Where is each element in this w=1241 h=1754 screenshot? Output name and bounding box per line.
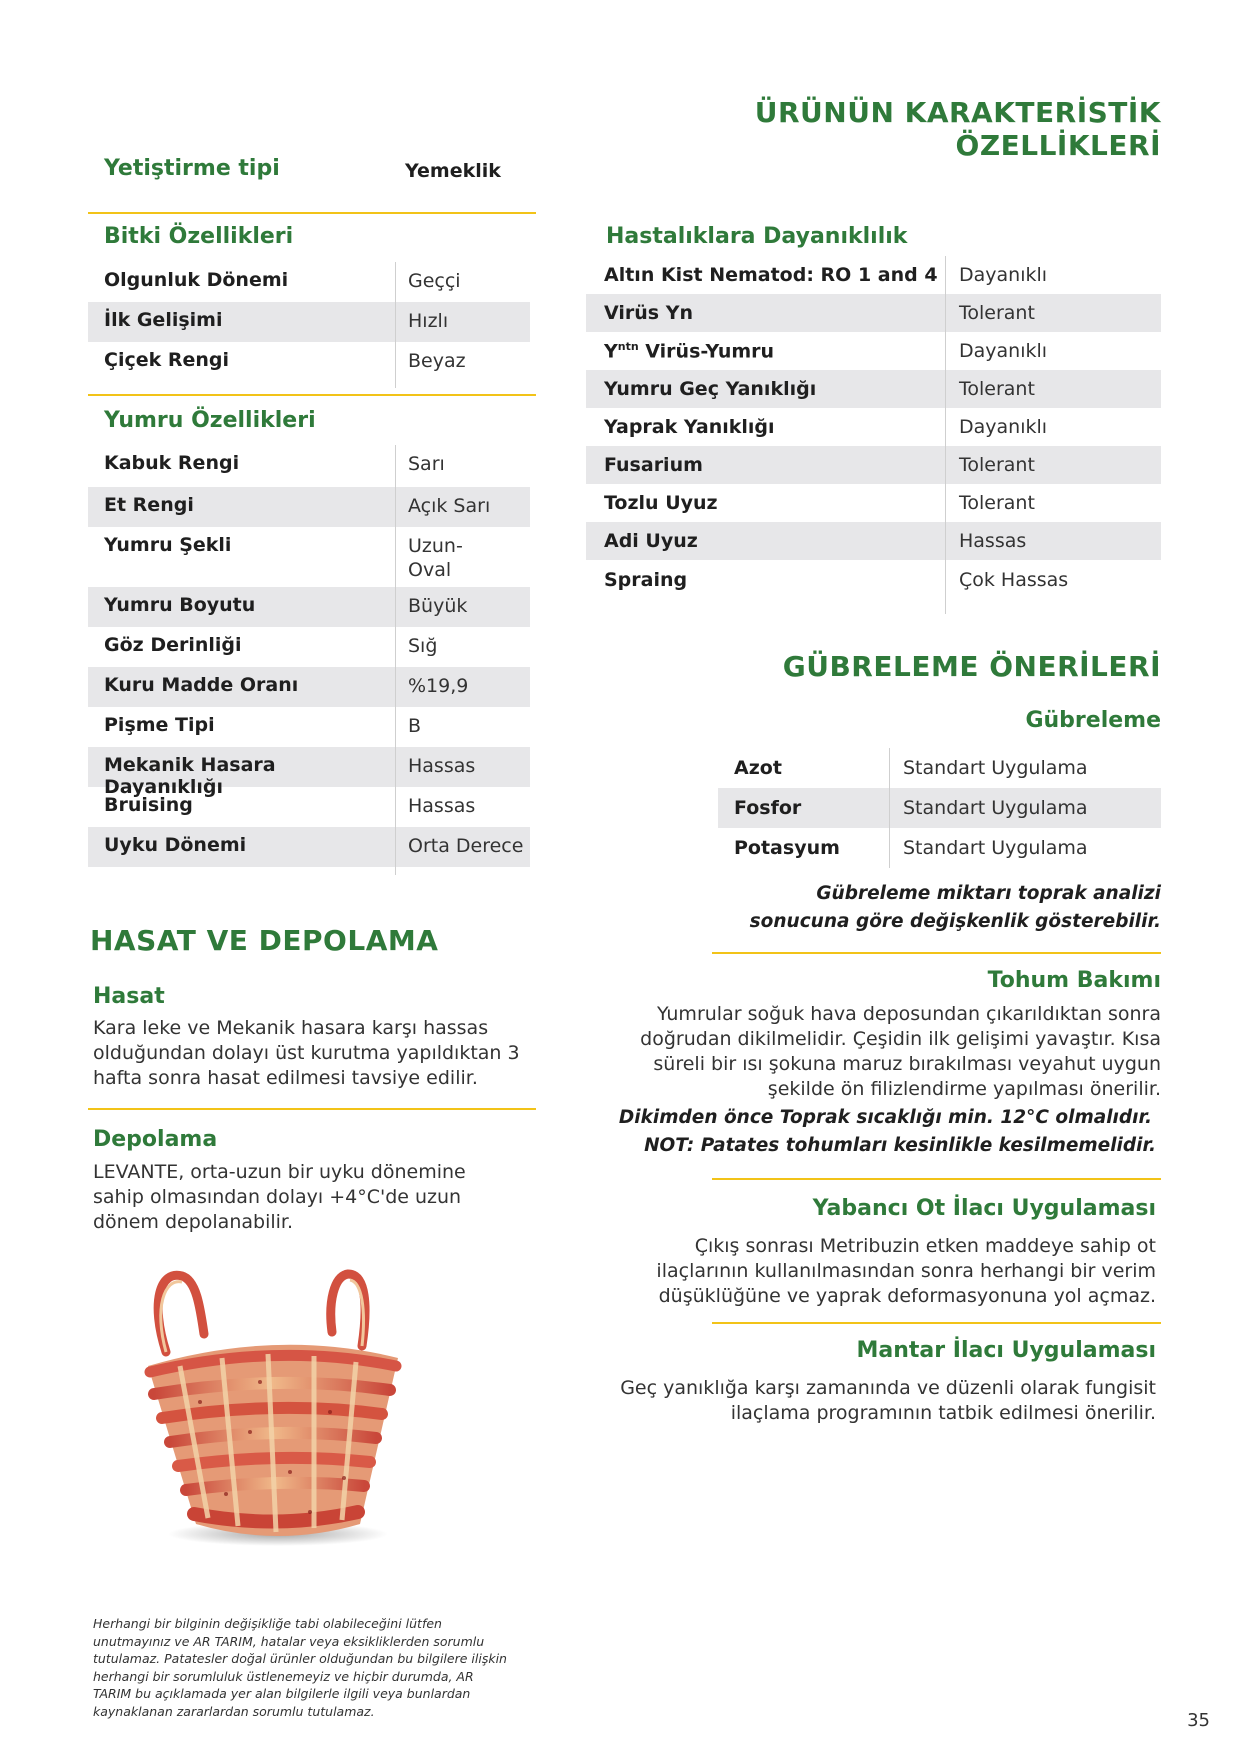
- row-value: Tolerant: [959, 378, 1035, 400]
- row-key: Yumru Boyutu: [104, 594, 256, 616]
- row-value: Tolerant: [959, 492, 1035, 514]
- table-row: [586, 256, 1161, 294]
- row-value: Sarı: [408, 453, 445, 475]
- table-row: [586, 446, 1161, 484]
- seed-care-note-1: Dikimden önce Toprak sıcaklığı min. 12°C olmalıdır.: [618, 1107, 1152, 1128]
- row-key: Adi Uyuz: [604, 530, 698, 552]
- row-key: Yumru Geç Yanıklığı: [604, 378, 817, 400]
- row-value: Hassas: [408, 795, 476, 817]
- row-key: Kuru Madde Oranı: [104, 674, 299, 696]
- tuber-table: [88, 445, 530, 867]
- row-key: Yaprak Yanıklığı: [604, 416, 775, 438]
- tuber-heading: Yumru Özellikleri: [104, 408, 316, 433]
- row-value: Standart Uygulama: [903, 797, 1088, 819]
- row-value: %19,9: [408, 675, 469, 697]
- hasat-heading: Hasat: [93, 984, 165, 1009]
- hasat-text: Kara leke ve Mekanik hasara karşı hassas olduğundan dolayı üst kurutma yapıldıktan 3 hafta sonra hasat edilmesi tavsiye edilir.: [93, 1017, 520, 1089]
- column-divider: [945, 256, 946, 614]
- fungicide-heading: Mantar İlacı Uygulaması: [856, 1338, 1156, 1363]
- row-key: Çiçek Rengi: [104, 349, 230, 371]
- row-key: Et Rengi: [104, 494, 194, 516]
- row-value: Hassas: [408, 755, 476, 777]
- row-key: Azot: [734, 757, 782, 779]
- row-value: B: [408, 715, 422, 737]
- divider: [712, 952, 1161, 954]
- row-key: Uyku Dönemi: [104, 834, 247, 856]
- row-value: Standart Uygulama: [903, 757, 1088, 779]
- seed-care-text: Yumrular soğuk hava deposundan çıkarıldıktan sonra doğrudan dikilmelidir. Çeşidin ilk gelişimi yavaştır. Kısa süreli bir ısı şokuna maruz bırakılması veyahut uygun şekilde ön filizlendirme yapılması önerilir.: [640, 1003, 1161, 1100]
- potato-peel-basket-illustration: [130, 1262, 420, 1552]
- row-key: $Y^{ntn}$ Virüs-Yumru: [604, 339, 775, 363]
- row-value: Geççi: [408, 270, 461, 292]
- row-key: Yumru Şekli: [104, 534, 232, 556]
- row-key: Fusarium: [604, 454, 703, 476]
- table-row: [88, 342, 530, 382]
- cultivation-label: Yetiştirme tipi: [104, 156, 280, 181]
- herbicide-text: Çıkış sonrası Metribuzin etken maddeye sahip ot ilaçlarının kullanılmasından sonra herhangi bir verim düşüklüğüne ve yaprak deformasyonuna yol açmaz.: [656, 1235, 1156, 1307]
- row-key: İlk Gelişimi: [104, 309, 223, 331]
- row-key: Pişme Tipi: [104, 714, 215, 736]
- row-key: Potasyum: [734, 837, 840, 859]
- row-key: Altın Kist Nematod: RO 1 and 4: [604, 264, 938, 286]
- table-row: [88, 487, 530, 527]
- table-row: [88, 747, 530, 798]
- seed-care-heading: Tohum Bakımı: [987, 968, 1161, 993]
- table-row: [718, 748, 1161, 788]
- table-row: [586, 370, 1161, 408]
- fertilization-subtitle: Gübreleme: [1025, 708, 1161, 733]
- table-row: [586, 522, 1161, 560]
- divider: [88, 212, 536, 214]
- table-row: [586, 560, 1161, 600]
- fungicide-text: Geç yanıklığa karşı zamanında ve düzenli olarak fungisit ilaçlama programının tatbik edilmesi önerilir.: [620, 1377, 1156, 1424]
- page-title: ÜRÜNÜN KARAKTERİSTİK ÖZELLİKLERİ: [754, 96, 1161, 162]
- page-number: 35: [1187, 1710, 1210, 1731]
- row-value: Dayanıklı: [959, 264, 1048, 286]
- column-divider: [395, 445, 396, 875]
- depolama-heading: Depolama: [93, 1127, 218, 1152]
- table-row: [586, 332, 1161, 370]
- row-value: Tolerant: [959, 302, 1035, 324]
- table-row: [88, 262, 530, 302]
- table-row: [88, 827, 530, 867]
- table-row: [88, 527, 530, 587]
- plant-table: [88, 262, 530, 382]
- row-value: Standart Uygulama: [903, 837, 1088, 859]
- row-value: Hızlı: [408, 310, 449, 332]
- table-row: [586, 408, 1161, 446]
- row-value: Çok Hassas: [959, 569, 1069, 591]
- row-value: Dayanıklı: [959, 416, 1048, 438]
- row-value: Dayanıklı: [959, 340, 1048, 362]
- divider: [88, 394, 536, 396]
- row-key: Spraing: [604, 569, 688, 591]
- table-row: [88, 787, 530, 827]
- column-divider: [889, 748, 890, 868]
- row-key: Tozlu Uyuz: [604, 492, 718, 514]
- table-row: [88, 587, 530, 627]
- table-row: [88, 445, 530, 487]
- table-row: [586, 294, 1161, 332]
- row-value: Beyaz: [408, 350, 466, 372]
- disease-heading: Hastalıklara Dayanıklılık: [606, 224, 908, 249]
- disclaimer-footnote: Herhangi bir bilginin değişikliğe tabi olabileceğini lütfen unutmayınız ve AR TARIM, hatalar veya eksikliklerden sorumlu tutulamaz. Patatesler doğal ürünler olduğundan bu bilgilere ilişkin herhangi bir sorumluluk üstlenemeyiz ve hiçbir durumda, AR TARIM bu açıklamada yer alan bilgilerle ilgili veya bunlardan kaynaklanan zararlardan sorumlu tutulamaz.: [93, 1616, 507, 1719]
- depolama-text: LEVANTE, orta-uzun bir uyku dönemine sahip olmasından dolayı +4°C'de uzun dönem depolanabilir.: [93, 1161, 466, 1233]
- cultivation-value: Yemeklik: [405, 160, 501, 182]
- row-value: Orta Derece: [408, 835, 524, 857]
- table-row: [586, 484, 1161, 522]
- fertilization-note: Gübreleme miktarı toprak analizi sonucuna göre değişkenlik gösterebilir.: [749, 883, 1161, 932]
- table-row: [88, 707, 530, 747]
- seed-care-note-2: NOT: Patates tohumları kesinlikle kesilmemelidir.: [644, 1135, 1156, 1156]
- row-key: Kabuk Rengi: [104, 452, 240, 474]
- herbicide-heading: Yabancı Ot İlacı Uygulaması: [812, 1196, 1156, 1221]
- row-value: Hassas: [959, 530, 1027, 552]
- table-row: [88, 302, 530, 342]
- row-value: Açık Sarı: [408, 495, 491, 517]
- row-key: Fosfor: [734, 797, 802, 819]
- divider: [88, 1108, 536, 1110]
- row-value: Tolerant: [959, 454, 1035, 476]
- divider: [712, 1178, 1161, 1180]
- table-row: [718, 788, 1161, 828]
- fertilization-table: [718, 748, 1161, 868]
- row-key: Bruising: [104, 794, 193, 816]
- column-divider: [395, 262, 396, 388]
- table-row: [88, 627, 530, 667]
- row-key: Olgunluk Dönemi: [104, 269, 289, 291]
- divider: [712, 1322, 1161, 1324]
- row-value: Büyük: [408, 595, 468, 617]
- plant-heading: Bitki Özellikleri: [104, 224, 294, 249]
- row-key: Mekanik Hasara Dayanıklığı: [104, 754, 276, 798]
- disease-table: [586, 256, 1161, 600]
- row-value: Uzun- Oval: [408, 535, 463, 581]
- fertilization-title: GÜBRELEME ÖNERİLERİ: [782, 650, 1161, 683]
- table-row: [718, 828, 1161, 868]
- row-value: Sığ: [408, 635, 438, 657]
- row-key: Virüs Yn: [604, 302, 693, 324]
- harvest-title: HASAT VE DEPOLAMA: [90, 924, 439, 957]
- row-key: Göz Derinliği: [104, 634, 242, 656]
- table-row: [88, 667, 530, 707]
